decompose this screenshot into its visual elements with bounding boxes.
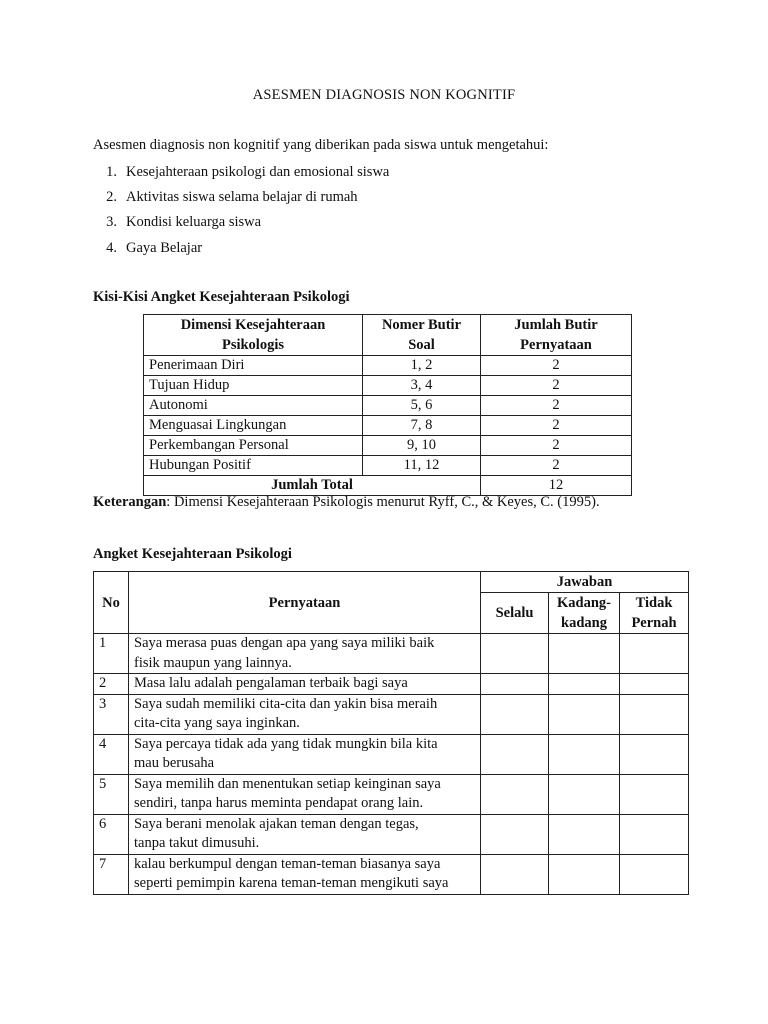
cell-nomer: 3, 4 [363, 376, 481, 396]
header-kadang-kadang: Kadang- kadang [549, 593, 620, 634]
total-label: Jumlah Total [144, 476, 481, 496]
answer-cell-kadang-kadang[interactable] [549, 694, 620, 734]
answer-cell-tidak-pernah[interactable] [620, 634, 689, 674]
answer-cell-tidak-pernah[interactable] [620, 814, 689, 854]
cell-jumlah: 2 [481, 436, 632, 456]
section-heading-kisi-kisi: Kisi-Kisi Angket Kesejahteraan Psikologi [93, 289, 350, 305]
note-text: : Dimensi Kesejahteraan Psikologis menurut Ryff, C., & Keyes, C. (1995). [166, 494, 600, 510]
cell-nomer: 7, 8 [363, 416, 481, 436]
list-number: 2. [106, 189, 117, 206]
cell-no: 3 [94, 694, 129, 734]
cell-dimensi: Tujuan Hidup [144, 376, 363, 396]
answer-cell-kadang-kadang[interactable] [549, 814, 620, 854]
cell-dimensi: Menguasai Lingkungan [144, 416, 363, 436]
answer-cell-tidak-pernah[interactable] [620, 674, 689, 695]
section-heading-angket: Angket Kesejahteraan Psikologi [93, 546, 292, 562]
table-row [144, 436, 632, 456]
header-tidak-pernah: Tidak Pernah [620, 593, 689, 634]
table-row [94, 674, 689, 695]
list-number: 3. [106, 214, 117, 231]
answer-cell-kadang-kadang[interactable] [549, 734, 620, 774]
table-note [93, 494, 600, 511]
list-text: Kondisi keluarga siswa [126, 214, 262, 231]
answer-cell-selalu[interactable] [481, 814, 549, 854]
angket-table [93, 571, 689, 895]
table-row [94, 734, 689, 774]
header-dimensi: Dimensi Kesejahteraan Psikologis [144, 315, 363, 356]
table-row [94, 774, 689, 814]
table-row [144, 376, 632, 396]
list-item [93, 238, 389, 263]
cell-jumlah: 2 [481, 456, 632, 476]
table-row [94, 634, 689, 674]
header-nomer-butir: Nomer Butir Soal [363, 315, 481, 356]
purpose-list [93, 162, 389, 263]
table-row [144, 416, 632, 436]
cell-jumlah: 2 [481, 396, 632, 416]
table-row [94, 694, 689, 734]
answer-cell-selalu[interactable] [481, 854, 549, 894]
answer-cell-selalu[interactable] [481, 734, 549, 774]
cell-dimensi: Perkembangan Personal [144, 436, 363, 456]
list-text: Gaya Belajar [126, 239, 203, 256]
table-row [144, 356, 632, 376]
cell-nomer: 11, 12 [363, 456, 481, 476]
answer-cell-kadang-kadang[interactable] [549, 854, 620, 894]
answer-cell-kadang-kadang[interactable] [549, 674, 620, 695]
answer-cell-tidak-pernah[interactable] [620, 854, 689, 894]
answer-cell-kadang-kadang[interactable] [549, 774, 620, 814]
cell-no: 4 [94, 734, 129, 774]
header-selalu: Selalu [481, 593, 549, 634]
table-row [94, 854, 689, 894]
note-label: Keterangan [93, 494, 167, 510]
table-header-row [144, 315, 632, 356]
list-text: Aktivitas siswa selama belajar di rumah [126, 189, 358, 206]
list-number: 4. [106, 239, 117, 256]
list-item [93, 162, 389, 187]
cell-statement: Saya percaya tidak ada yang tidak mungkin bila kita mau berusaha [129, 734, 481, 774]
document-title: ASESMEN DIAGNOSIS NON KOGNITIF [252, 87, 516, 103]
answer-cell-tidak-pernah[interactable] [620, 734, 689, 774]
cell-no: 5 [94, 774, 129, 814]
cell-nomer: 5, 6 [363, 396, 481, 416]
total-value: 12 [481, 476, 632, 496]
cell-statement: Saya memilih dan menentukan setiap keinginan saya sendiri, tanpa harus meminta pendapat orang lain. [129, 774, 481, 814]
answer-cell-selalu[interactable] [481, 694, 549, 734]
list-item [93, 212, 389, 237]
cell-nomer: 9, 10 [363, 436, 481, 456]
cell-jumlah: 2 [481, 416, 632, 436]
answer-cell-selalu[interactable] [481, 774, 549, 814]
table-row [144, 396, 632, 416]
answer-cell-tidak-pernah[interactable] [620, 774, 689, 814]
cell-statement: Masa lalu adalah pengalaman terbaik bagi saya [129, 674, 481, 695]
total-row [144, 476, 632, 496]
header-pernyataan: Pernyataan [129, 572, 481, 634]
cell-jumlah: 2 [481, 376, 632, 396]
cell-dimensi: Hubungan Positif [144, 456, 363, 476]
cell-no: 1 [94, 634, 129, 674]
table-row [94, 814, 689, 854]
cell-statement: Saya berani menolak ajakan teman dengan tegas, tanpa takut dimusuhi. [129, 814, 481, 854]
table-header-row [94, 572, 689, 593]
header-no: No [94, 572, 129, 634]
intro-paragraph: Asesmen diagnosis non kognitif yang diberikan pada siswa untuk mengetahui: [93, 137, 549, 153]
cell-dimensi: Autonomi [144, 396, 363, 416]
answer-cell-tidak-pernah[interactable] [620, 694, 689, 734]
answer-cell-kadang-kadang[interactable] [549, 634, 620, 674]
header-jawaban: Jawaban [481, 572, 689, 593]
cell-nomer: 1, 2 [363, 356, 481, 376]
cell-statement: Saya sudah memiliki cita-cita dan yakin bisa meraih cita-cita yang saya inginkan. [129, 694, 481, 734]
cell-dimensi: Penerimaan Diri [144, 356, 363, 376]
list-item [93, 187, 389, 212]
cell-jumlah: 2 [481, 356, 632, 376]
cell-no: 6 [94, 814, 129, 854]
cell-no: 2 [94, 674, 129, 695]
kisi-kisi-table [143, 314, 632, 496]
answer-cell-selalu[interactable] [481, 674, 549, 695]
cell-statement: kalau berkumpul dengan teman-teman biasanya saya seperti pemimpin karena teman-teman mengikuti saya [129, 854, 481, 894]
list-text: Kesejahteraan psikologi dan emosional siswa [126, 164, 390, 180]
cell-statement: Saya merasa puas dengan apa yang saya miliki baik fisik maupun yang lainnya. [129, 634, 481, 674]
answer-cell-selalu[interactable] [481, 634, 549, 674]
table-row [144, 456, 632, 476]
cell-no: 7 [94, 854, 129, 894]
list-number: 1. [106, 164, 117, 180]
header-jumlah-butir: Jumlah Butir Pernyataan [481, 315, 632, 356]
